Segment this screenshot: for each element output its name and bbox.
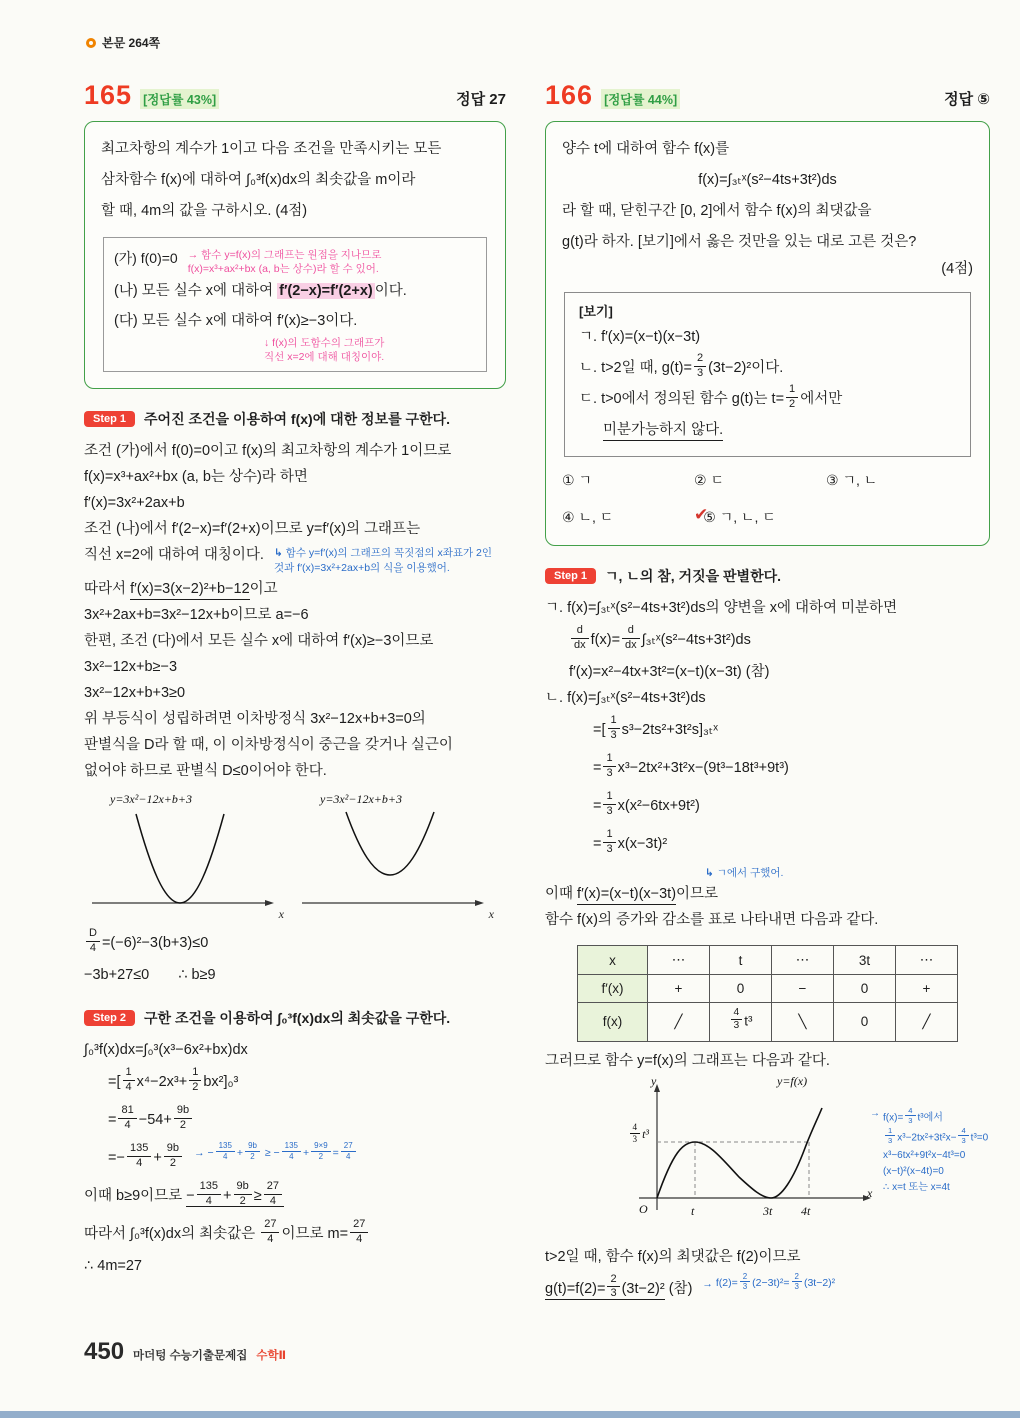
curve-label: y=3x²−12x+b+3 [110,792,192,806]
check-icon: ✔ [694,505,709,524]
solution-line: ∫₀³f(x)dx=∫₀³(x³−6x²+bx)dx [84,1042,248,1058]
teacher-note [194,1139,358,1163]
bogi-item: ㄷ. t>0에서 정의된 함수 g(t)는 t= $\frac{1}{2}$ 에서만 [579,383,843,410]
graph-note-lines [883,1105,1015,1197]
question-text: 양수 t에 대하여 함수 f(x)를 [562,141,730,157]
page-edge-strip [0,1411,1020,1418]
solution-line: 함수 f(x)의 증가와 감소를 표로 나타내면 다음과 같다. [545,912,879,928]
table-cell: ╲ [772,1003,834,1042]
graph-note-line: x³−6tx²+9t²x−4t³=0 [883,1150,966,1162]
bogi-item: 미분가능하지 않다. [603,415,956,446]
step-badge: Step 2 [84,1010,135,1026]
table-cell: 0 [710,975,772,1003]
correct-rate-badge: [정답률 44%] [601,89,680,109]
table-cell: − [772,975,834,1003]
arrow-icon: → [187,249,199,261]
curve-label: y=3x²−12x+b+3 [320,792,402,806]
bogi-box [564,292,971,457]
tick-4t: 4t [801,1203,811,1218]
question-text: 최고차항의 계수가 1이고 다음 조건을 만족시키는 모든 [101,141,442,157]
discriminant-result-line: −3b+27≤0 ∴ b≥9 [84,967,216,983]
question-text: 라 할 때, 닫힌구간 [0, 2]에서 함수 f(x)의 최댓값을 [562,203,872,219]
annotation-ga [188,245,382,276]
solution-line: f′(x)=3x²+2ax+b [84,495,185,511]
table-cell: + [648,975,710,1003]
solution-line: ㄴ. f(x)=∫₃ₜˣ(s²−4ts+3t²)ds [545,690,706,706]
y-axis-label: y [651,1073,657,1088]
table-row-fprime [578,975,958,1003]
solution-line: 이때 b≥9이므로 − $\frac{135}{4}$ + $\frac{9b}{2}$ ≥ $\frac{27}{4}$ [84,1177,506,1215]
annotation-text: f(x)의 도함수의 그래프가 [272,337,385,349]
note-text: f(2)= $\frac{2}{3}$ (2−3t)²= $\frac{2}{3}$ (3t−2)² [715,1271,836,1292]
solution-line: f(x)=x³+ax²+bx (a, b는 상수)라 하면 [84,469,308,485]
table-cell: ⋯ [772,946,834,975]
step-badge: Step 1 [84,411,135,427]
option-5-selected [694,503,826,531]
teacher-note [705,865,990,881]
conclusion-with-note [545,1270,990,1308]
solution-line: =− $\frac{135}{4}$ + $\frac{9b}{2}$ [108,1139,184,1177]
x-axis-label: x [867,1185,873,1200]
problem-166-header [545,80,990,111]
graph-note-line: $\frac{1}{3}$ x³−2tx²+3t²x− $\frac{4}{3}$ t³=0 [883,1128,1015,1148]
problem-number: 166 [545,80,594,110]
solution-block [84,1037,506,1139]
solution-line: = $\frac{1}{3}$ x³−2tx²+3t²x−(9t³−18t³+9t³) [593,752,789,779]
curve-label: y=f(x) [777,1073,808,1088]
parabola-figure-tangent [88,792,284,922]
elbow-arrow-icon: ↳ [273,547,283,559]
solution-line: =[ $\frac{1}{4}$ x⁴−2x³+ $\frac{1}{2}$ bx²]₀³ [108,1066,239,1093]
table-cell: ⋯ [648,946,710,975]
table-cell: 3t [834,946,896,975]
arrow-icon: → [870,1107,880,1119]
parabola-tangent-svg [88,809,278,917]
annotation-da [264,336,476,364]
condition-text: (나) 모든 실수 x에 대하여 [114,283,278,299]
solution-line: 조건 (나)에서 f′(2−x)=f′(2+x)이므로 y=f′(x)의 그래프는 [84,521,421,537]
table-cell: 0 [834,975,896,1003]
solution-block [84,576,506,784]
bogi-item: ㄴ. t>2일 때, g(t)= $\frac{2}{3}$ (3t−2)²이다. [579,352,784,379]
table-cell: 0 [834,1003,896,1042]
table-cell: $\frac{4}{3}$ t³ [710,1003,772,1042]
solution-line: 따라서 f′(x)=3(x−2)²+b−12이고 [84,576,506,602]
annotation-text: f(x)=x³+ax²+bx (a, b는 상수)라 할 수 있어. [187,263,379,275]
note-text: 함수 y=f′(x)의 그래프의 꼭짓점의 x좌표가 2인 [285,547,493,559]
answer-label: 정답 27 [456,91,506,108]
solution-line: 없어야 하므로 판별식 D≤0이어야 한다. [84,763,327,779]
table-cell: ╱ [896,1003,958,1042]
arrow-down-icon: ↓ [264,337,270,349]
bogi-items [579,322,956,446]
solution-line: ∴ 4m=27 [84,1258,142,1274]
table-header-cell: x [578,946,648,975]
answer-label: 정답 ⑤ [944,91,990,108]
table-cell: t [710,946,772,975]
conclusion-equation: g(t)=f(2)= $\frac{2}{3}$ (3t−2)² (참) [545,1273,693,1300]
note-text: 것과 f′(x)=3x²+2ax+b의 식을 이용했어. [273,562,450,574]
question-box-165 [84,121,506,389]
solution-line: 3x²+2ax+b=3x²−12x+b이므로 a=−6 [84,607,309,623]
solution-block [84,438,506,542]
table-cell: ╱ [648,1003,710,1042]
page-number: 450 [84,1338,125,1365]
bullseye-icon [86,38,96,48]
x-axis-label: x [278,907,284,921]
problem-number: 165 [84,80,133,110]
problem-165-section [84,80,506,1279]
solution-line: ㄱ. f(x)=∫₃ₜˣ(s²−4ts+3t²)ds의 양변을 x에 대하여 미분하면 [545,600,898,616]
step-1-row [545,566,990,586]
sign-table [577,945,958,1042]
note-text: ㄱ에서 구했어. [716,867,784,879]
arrow-icon: → [702,1277,713,1290]
solution-line: 조건 (가)에서 f(0)=0이고 f(x)의 최고차항의 계수가 1이므로 [84,443,452,459]
question-text: g(t)라 하자. [보기]에서 옳은 것만을 있는 대로 고른 것은? [562,234,917,250]
table-header-cell: f′(x) [578,975,648,1003]
step-badge: Step 1 [545,568,596,584]
solution-block [84,1177,506,1279]
cubic-graph-figure [545,1073,990,1232]
solution-line: = $\frac{1}{3}$ x(x−3t)² [593,828,668,855]
bogi-label: [보기] [579,304,613,319]
highlighted-equation: f′(2−x)=f′(2+x) [279,283,373,299]
table-cell: + [896,975,958,1003]
graph-intro-line: 그러므로 함수 y=f(x)의 그래프는 다음과 같다. [545,1052,830,1069]
solution-line: 3x²−12x+b≥−3 [84,659,178,675]
display-equation: f(x)=∫₃ₜˣ(s²−4ts+3t²)ds [698,172,837,188]
page-footer [84,1338,286,1366]
solution-line: = $\frac{1}{3}$ x(x²−6tx+9t²) [593,790,700,817]
solution-line: 판별식을 D라 할 때, 이 이차방정식이 중근을 갖거나 실근이 [84,737,453,753]
reference-text: 본문 264쪽 [102,36,161,50]
solution-line: 위 부등식이 성립하려면 이차방정식 3x²−12x+b+3=0의 [84,711,426,727]
note-text: − $\frac{135}{4}$ + $\frac{9b}{2}$ ≥ − $\frac{135}{4}$ + $\frac{9\times 9}{2}$ = $\frac{27}{4}$ [207,1147,357,1159]
tick-3t: 3t [763,1203,773,1218]
problem-166-section [545,80,990,1308]
question-text: 삼차함수 f(x)에 대하여 ∫₀³f(x)dx의 최솟값을 m이라 [101,172,416,188]
condition-text: 이다. [374,283,407,299]
option-3: ③ ㄱ, ㄴ [826,472,878,488]
annotation-text: 직선 x=2에 대해 대칭이야. [264,351,385,363]
problem-165-header [84,80,506,111]
table-row-f [578,1003,958,1042]
graph-note-line: ∴ x=t 또는 x=4t [883,1182,950,1194]
solution-line: $\frac{d}{dx}$ f(x)= $\frac{d}{dx}$ ∫₃ₜˣ(s²−4ts+3t²)ds [569,621,990,659]
option-4: ④ ㄴ, ㄷ [562,509,614,525]
solution-with-note [84,1139,506,1177]
conditions-box [103,237,487,372]
parabola-figures [88,792,506,922]
solution-with-note [84,542,506,576]
solution-block [545,881,990,933]
graph-note-line: (x−t)²(x−4t)=0 [883,1166,944,1178]
parabola-figure-above [298,792,494,922]
solution-line: =[ $\frac{1}{3}$ s³−2ts²+3t²s]₃ₜˣ [593,714,718,741]
arrow-icon: → [194,1146,205,1159]
option-2: ② ㄷ [694,472,724,488]
condition-ga-row [114,245,476,276]
condition-ga: (가) f(0)=0 [114,250,178,266]
teacher-note [274,542,492,576]
parabola-above-svg [298,809,488,917]
page-reference [86,34,160,51]
condition-na [114,276,476,306]
cubic-graph-svg [625,1080,875,1232]
answer-options-row-1 [562,466,973,494]
book-title: 마더텅 수능기출문제집 [133,1350,248,1362]
solution-line: f′(x)=x²−4tx+3t²=(x−t)(x−3t) (참) [569,664,770,680]
step-title: 구한 조건을 이용하여 ∫₀³f(x)dx의 최솟값을 구한다. [144,1010,451,1026]
step-1-row [84,409,506,429]
solution-line: = $\frac{81}{4}$ −54+ $\frac{9b}{2}$ [108,1101,506,1139]
option-label: ⑤ ㄱ, ㄴ, ㄷ [703,509,776,525]
graph-note-line: f(x)= $\frac{4}{3}$ t³에서 [883,1105,943,1125]
question-text: 할 때, 4m의 값을 구하시오. (4점) [101,203,308,219]
solution-line: 한편, 조건 (다)에서 모든 실수 x에 대하여 f′(x)≥−3이므로 [84,633,434,649]
step-title: ㄱ, ㄴ의 참, 거짓을 판별한다. [605,568,782,584]
solution-line: 따라서 ∫₀³f(x)dx의 최솟값은 $\frac{27}{4}$ 이므로 m= $\frac{27}{4}$ [84,1215,506,1253]
bogi-item: ㄱ. f′(x)=(x−t)(x−3t) [579,329,701,345]
discriminant-line: $\frac{D}{4}$ =(−6)²−3(b+3)≤0 [84,924,506,962]
graph-side-note [870,1105,1015,1197]
step-title: 주어진 조건을 이용하여 f(x)에 대한 정보를 구한다. [144,411,450,427]
solution-line: 이때 f′(x)=(x−t)(x−3t)이므로 [545,881,990,907]
answer-options-row-2 [562,503,973,531]
table-header-cell: f(x) [578,1003,648,1042]
question-box-166 [545,121,990,546]
y-mark: $\frac{4}{3}$ t³ [597,1124,649,1147]
correct-rate-badge: [정답률 43%] [140,89,219,109]
annotation-text: 함수 y=f(x)의 그래프는 원점을 지나므로 [201,249,382,261]
solution-line: 3x²−12x+b+3≥0 [84,685,186,701]
solution-line: 직선 x=2에 대하여 대칭이다. [84,547,264,563]
table-row-x [578,946,958,975]
x-axis-label: x [488,907,494,921]
option-1: ① ㄱ [562,472,592,488]
condition-da: (다) 모든 실수 x에 대하여 f′(x)≥−3이다. [114,313,358,329]
table-cell: ⋯ [896,946,958,975]
points-label: (4점) [941,261,973,277]
step-2-row [84,1008,506,1028]
elbow-arrow-icon: ↳ [705,867,714,879]
conclusion-line: t>2일 때, 함수 f(x)의 최댓값은 f(2)이므로 [545,1248,801,1265]
solution-block [545,595,990,863]
origin-label: O [639,1201,648,1216]
teacher-note [702,1270,835,1294]
tick-t: t [691,1203,695,1218]
subject-label: 수학Ⅱ [256,1350,287,1362]
